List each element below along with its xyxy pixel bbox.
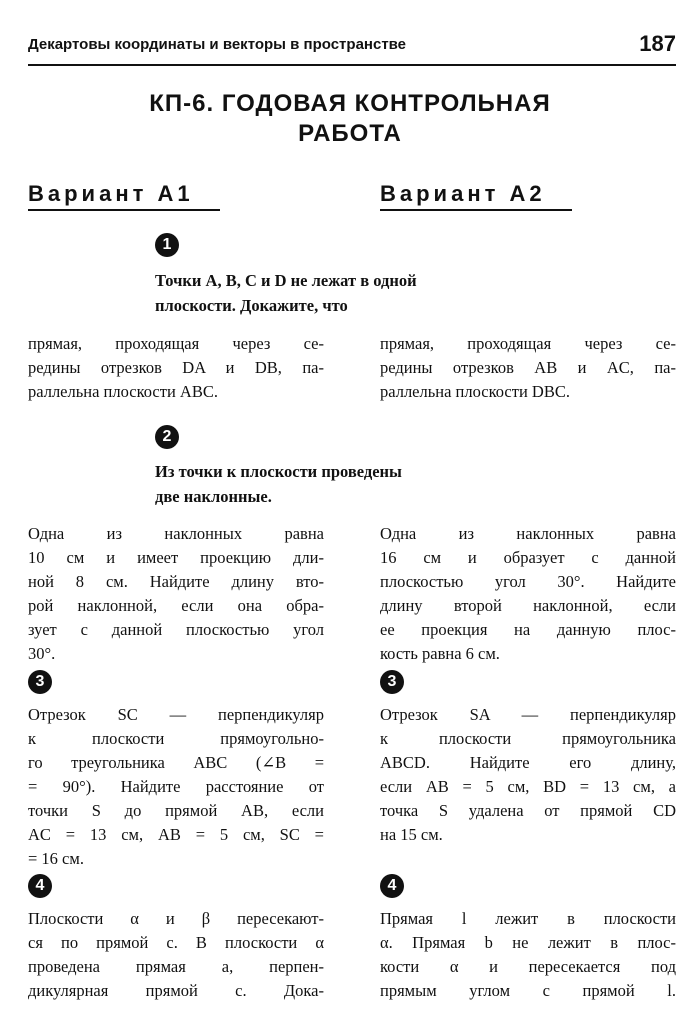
text-line: дикулярная прямой c. Дока- (28, 981, 324, 1000)
text-line: Одна из наклонных равна (28, 524, 324, 543)
text-line: к плоскости прямоугольно- (28, 729, 324, 748)
running-header (28, 30, 676, 66)
page-number: 187 (639, 31, 676, 56)
text-line: плоскости. Докажите, что (155, 296, 348, 315)
variant-a1-underline (28, 209, 220, 211)
problem-1-common-text (155, 268, 675, 318)
text-line: точка S удалена от прямой CD (380, 801, 676, 820)
text-line: ABCD. Найдите его длину, (380, 753, 676, 772)
text-line: если AB = 5 см, BD = 13 см, а (380, 777, 676, 796)
text-line: ее проекция на данную плос- (380, 620, 676, 639)
text-line: Прямая l лежит в плоскости (380, 909, 676, 928)
text-line: 16 см и образует с данной (380, 548, 676, 567)
page-title-line2: РАБОТА (298, 120, 402, 147)
text-line: Отрезок SA — перпендикуляр (380, 705, 676, 724)
text-line: к плоскости прямоугольника (380, 729, 676, 748)
problem-2-variant-a1 (28, 522, 324, 666)
text-line: точки S до прямой AB, если (28, 801, 324, 820)
problem-4-variant-a2 (380, 907, 676, 1003)
text-line: прямым углом с прямой l. (380, 981, 676, 1000)
text-line: рой наклонной, если она обра- (28, 596, 324, 615)
problem-3-number-badge-a1: 3 (28, 670, 52, 694)
problem-2-number-badge: 2 (155, 425, 179, 449)
text-line: кость равна 6 см. (380, 644, 500, 663)
text-line: редины отрезков DA и DB, па- (28, 358, 324, 377)
problem-4-variant-a1 (28, 907, 324, 1003)
text-line: Отрезок SC — перпендикуляр (28, 705, 324, 724)
text-line: плоскостью угол 30°. Найдите (380, 572, 676, 591)
problem-2-common-text (155, 459, 675, 509)
text-line: = 90°). Найдите расстояние от (28, 777, 324, 796)
text-line: две наклонные. (155, 487, 272, 506)
text-line: раллельна плоскости ABC. (28, 382, 218, 401)
text-line: Одна из наклонных равна (380, 524, 676, 543)
running-header-title: Декартовы координаты и векторы в пространстве (28, 36, 407, 53)
text-line: го треугольника ABC (∠B = (28, 753, 324, 772)
variant-a1-heading: Вариант А1 (28, 181, 194, 206)
text-line: прямая, проходящая через се- (28, 334, 324, 353)
text-line: редины отрезков AB и AC, па- (380, 358, 676, 377)
text-line: кости α и пересекается под (380, 957, 676, 976)
problem-1-variant-a2 (380, 332, 676, 404)
text-line: длину второй наклонной, если (380, 596, 676, 615)
text-line: 30°. (28, 644, 56, 663)
problem-3-variant-a1 (28, 703, 324, 871)
problem-1-variant-a1 (28, 332, 324, 404)
problem-2-variant-a2 (380, 522, 676, 666)
text-line: прямая, проходящая через се- (380, 334, 676, 353)
variant-a2-heading: Вариант А2 (380, 181, 546, 206)
problem-3-variant-a2 (380, 703, 676, 847)
text-line: AC = 13 см, AB = 5 см, SC = (28, 825, 324, 844)
problem-3-number-badge-a2: 3 (380, 670, 404, 694)
text-line: = 16 см. (28, 849, 84, 868)
text-line: Из точки к плоскости проведены (155, 462, 402, 481)
text-line: α. Прямая b не лежит в плос- (380, 933, 676, 952)
text-line: проведена прямая a, перпен- (28, 957, 324, 976)
text-line: зует с данной плоскостью угол (28, 620, 324, 639)
problem-1-number-badge: 1 (155, 233, 179, 257)
page-title-line1: КП-6. ГОДОВАЯ КОНТРОЛЬНАЯ (149, 90, 551, 117)
variant-a2-underline (380, 209, 572, 211)
text-line: ной 8 см. Найдите длину вто- (28, 572, 324, 591)
problem-4-number-badge-a2: 4 (380, 874, 404, 898)
text-line: ся по прямой c. В плоскости α (28, 933, 324, 952)
text-line: на 15 см. (380, 825, 443, 844)
text-line: 10 см и имеет проекцию дли- (28, 548, 324, 567)
text-line: раллельна плоскости DBC. (380, 382, 570, 401)
text-line: Точки A, B, C и D не лежат в одной (155, 271, 417, 290)
text-line: Плоскости α и β пересекают- (28, 909, 324, 928)
problem-4-number-badge-a1: 4 (28, 874, 52, 898)
